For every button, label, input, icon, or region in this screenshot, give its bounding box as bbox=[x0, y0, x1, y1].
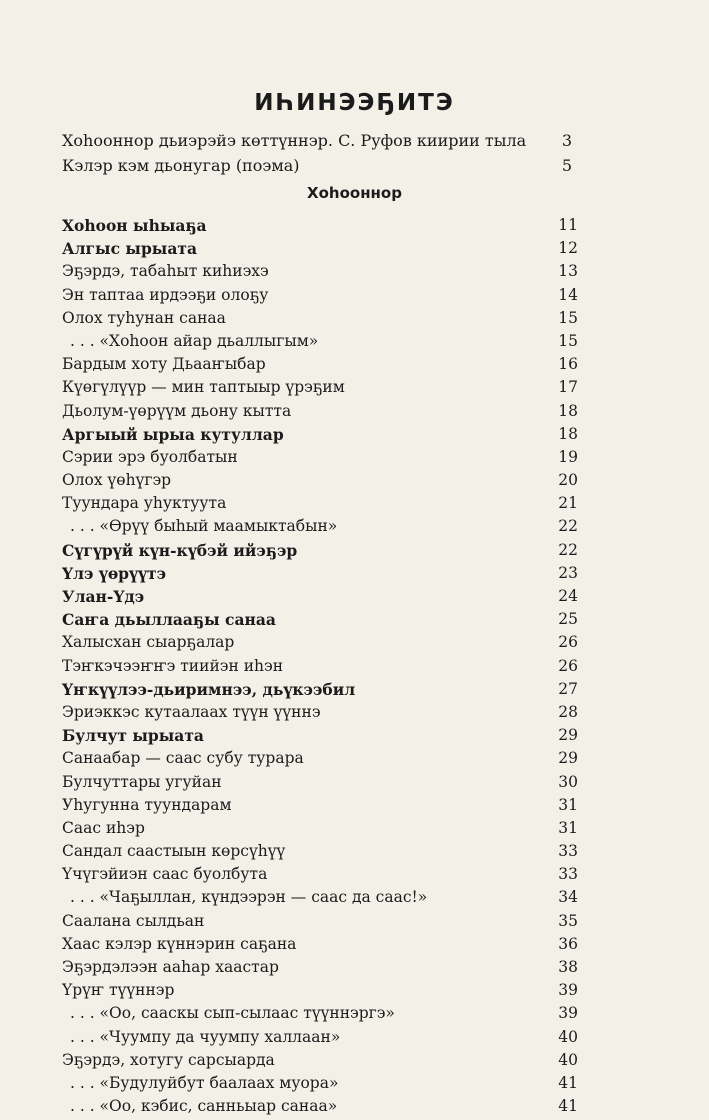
contents-row bbox=[62, 284, 578, 307]
entry-title: . . . «Хоһоон айар дьаллыгым» bbox=[70, 331, 319, 350]
entry-title: Санаабар — саас субу турара bbox=[62, 749, 304, 768]
entry-title: . . . «Будулуйбут баалаах муора» bbox=[70, 1073, 339, 1092]
entry-page-number: 19 bbox=[558, 447, 578, 466]
entry-page-number: 11 bbox=[558, 216, 578, 234]
entry-page-number: 40 bbox=[558, 1050, 578, 1069]
contents-row bbox=[62, 933, 578, 956]
contents-row bbox=[62, 1002, 578, 1025]
entry-title: Эҕэрдэ, табаһыт киһиэхэ bbox=[62, 262, 269, 281]
entry-page-number: 28 bbox=[558, 702, 578, 721]
contents-row bbox=[62, 1049, 578, 1072]
contents-row bbox=[62, 956, 578, 979]
entry-title: Уһугунна туундарам bbox=[62, 795, 232, 814]
entry-page-number: 20 bbox=[558, 471, 578, 490]
contents-row bbox=[62, 214, 578, 237]
entry-page-number: 14 bbox=[558, 285, 578, 304]
entry-title: Күөгүлүүр — мин таптыыр үрэҕим bbox=[62, 378, 345, 397]
entry-page-number: 40 bbox=[558, 1027, 578, 1046]
contents-row bbox=[62, 469, 578, 492]
contents-row bbox=[62, 655, 578, 678]
entry-title: . . . «Чаҕыллан, күндээрэн — саас да саас!» bbox=[70, 888, 428, 907]
entry-page-number: 39 bbox=[558, 1004, 578, 1023]
entry-title: Олох туһунан санаа bbox=[62, 308, 226, 327]
contents-row bbox=[62, 376, 578, 399]
contents-row bbox=[62, 910, 578, 933]
contents-row bbox=[62, 840, 578, 863]
entry-page-number: 22 bbox=[558, 517, 578, 536]
entry-title: Эриэккэс кутаалаах түүн үүннэ bbox=[62, 702, 321, 721]
entry-title: Хаас кэлэр күннэрин саҕана bbox=[62, 934, 297, 953]
entry-page-number: 26 bbox=[558, 656, 578, 675]
entry-title: Сүгүрүй күн-күбэй ийэҕэр bbox=[62, 540, 298, 560]
intro-entry-title: Хоһооннор дьиэрэйэ көттүннэр. С. Руфов киирии тыла bbox=[62, 131, 527, 150]
contents-row bbox=[62, 330, 578, 353]
entry-page-number: 23 bbox=[558, 563, 578, 582]
entry-page-number: 18 bbox=[558, 424, 578, 443]
entry-page-number: 15 bbox=[558, 308, 578, 327]
entry-page-number: 34 bbox=[558, 888, 578, 907]
contents-row bbox=[62, 979, 578, 1002]
entry-title: Тэҥкэчээҥҥэ тиийэн иһэн bbox=[62, 656, 284, 675]
entry-page-number: 26 bbox=[558, 633, 578, 652]
contents-row bbox=[62, 863, 578, 886]
entry-page-number: 41 bbox=[558, 1097, 578, 1116]
contents-row bbox=[62, 423, 578, 446]
contents-row bbox=[62, 608, 578, 631]
entry-page-number: 38 bbox=[558, 958, 578, 976]
contents-row bbox=[62, 886, 578, 909]
contents-row bbox=[62, 1072, 578, 1095]
entry-title: . . . «Өрүү быһый маамыктабын» bbox=[70, 517, 338, 536]
entry-title: Эҕэрдэ, хотугу сарсыарда bbox=[62, 1050, 275, 1069]
contents-row bbox=[62, 307, 578, 330]
entry-page-number: 30 bbox=[558, 772, 578, 791]
entry-page-number: 24 bbox=[558, 587, 578, 605]
contents-row bbox=[62, 562, 578, 585]
contents-row bbox=[62, 353, 578, 376]
entry-page-number: 31 bbox=[558, 795, 578, 814]
entry-title: Эн таптаа ирдээҕи олоҕу bbox=[62, 285, 269, 304]
entry-page-number: 33 bbox=[558, 842, 578, 861]
intro-entry-page: 3 bbox=[561, 131, 572, 150]
contents-row bbox=[62, 585, 578, 608]
contents-row bbox=[62, 515, 578, 538]
entry-page-number: 35 bbox=[558, 911, 578, 930]
entry-page-number: 29 bbox=[558, 726, 578, 745]
entry-title: Саҥа дьыллааҕы санаа bbox=[62, 610, 276, 630]
entry-page-number: 15 bbox=[558, 331, 578, 350]
intro-entry-title: Кэлэр кэм дьонугар (поэма) bbox=[62, 156, 300, 175]
contents-row bbox=[62, 771, 578, 794]
contents-row bbox=[62, 817, 578, 840]
entry-title: Бардым хоту Дьааҥыбар bbox=[62, 355, 266, 374]
entry-title: Үчүгэйиэн саас буолбута bbox=[62, 865, 268, 884]
entry-page-number: 12 bbox=[558, 239, 578, 258]
entry-title: Алгыс ырыата bbox=[62, 239, 198, 259]
entry-page-number: 36 bbox=[558, 934, 578, 953]
section-heading: Хоһооннор bbox=[307, 184, 402, 202]
entry-page-number: 39 bbox=[558, 981, 578, 1000]
entry-title: Саас иһэр bbox=[62, 818, 145, 837]
entry-title: Сэрии эрэ буолбатын bbox=[62, 447, 238, 466]
contents-row bbox=[62, 678, 578, 701]
contents-row bbox=[62, 631, 578, 654]
contents-row bbox=[62, 492, 578, 515]
contents-list bbox=[62, 214, 578, 1118]
entry-page-number: 27 bbox=[558, 679, 578, 698]
contents-row bbox=[62, 724, 578, 747]
entry-title: Үлэ үөрүүтэ bbox=[62, 563, 167, 583]
intro-row bbox=[62, 153, 572, 178]
entry-title: Үрүҥ түүннэр bbox=[62, 981, 175, 1000]
intro-row bbox=[62, 128, 572, 153]
entry-title: Булчуттары угуйан bbox=[62, 772, 222, 791]
entry-page-number: 17 bbox=[558, 378, 578, 397]
entry-title: Дьолум-үөрүүм дьону кытта bbox=[62, 401, 292, 420]
contents-row bbox=[62, 747, 578, 770]
entry-title: Аргыый ырыа кутуллар bbox=[62, 424, 284, 444]
entry-title: Үҥкүүлээ-дьиримнээ, дьүкээбил bbox=[62, 679, 356, 699]
contents-row bbox=[62, 794, 578, 817]
contents-row bbox=[62, 1095, 578, 1118]
entry-title: Туундара уһуктуута bbox=[62, 494, 227, 513]
entry-title: . . . «Чуумпу да чуумпу халлаан» bbox=[70, 1027, 341, 1046]
contents-row bbox=[62, 539, 578, 562]
contents-row bbox=[62, 446, 578, 469]
entry-page-number: 16 bbox=[558, 355, 578, 374]
contents-row bbox=[62, 701, 578, 724]
entry-page-number: 21 bbox=[558, 494, 578, 513]
contents-row bbox=[62, 260, 578, 283]
entry-title: Сандал саастыын көрсүһүү bbox=[62, 842, 286, 861]
entry-title: Улан-Үдэ bbox=[62, 587, 145, 606]
entry-page-number: 22 bbox=[558, 540, 578, 559]
entry-title: Олох үөһүгэр bbox=[62, 471, 172, 490]
entry-page-number: 18 bbox=[558, 401, 578, 420]
entry-title: Халысхан сыарҕалар bbox=[62, 633, 235, 652]
entry-page-number: 25 bbox=[558, 610, 578, 629]
intro-list bbox=[62, 128, 572, 178]
contents-row bbox=[62, 400, 578, 423]
contents-row bbox=[62, 237, 578, 260]
intro-entry-page: 5 bbox=[561, 156, 572, 175]
contents-title: ИҺИНЭЭҔИТЭ bbox=[254, 90, 455, 116]
entry-title: Булчут ырыата bbox=[62, 726, 204, 746]
entry-title: . . . «Оо, сааскы сып-сылаас түүннэргэ» bbox=[70, 1004, 395, 1023]
entry-page-number: 33 bbox=[558, 865, 578, 884]
contents-row bbox=[62, 1026, 578, 1049]
entry-page-number: 29 bbox=[558, 749, 578, 768]
entry-title: Эҕэрдэлээн ааһар хаастар bbox=[62, 958, 279, 976]
entry-title: Хоһоон ыһыаҕа bbox=[62, 216, 207, 235]
entry-page-number: 13 bbox=[558, 262, 578, 281]
entry-page-number: 31 bbox=[558, 818, 578, 837]
entry-title: Саалана сылдьан bbox=[62, 911, 205, 930]
entry-title: . . . «Оо, кэбис, санньыар санаа» bbox=[70, 1097, 338, 1116]
entry-page-number: 41 bbox=[558, 1073, 578, 1092]
